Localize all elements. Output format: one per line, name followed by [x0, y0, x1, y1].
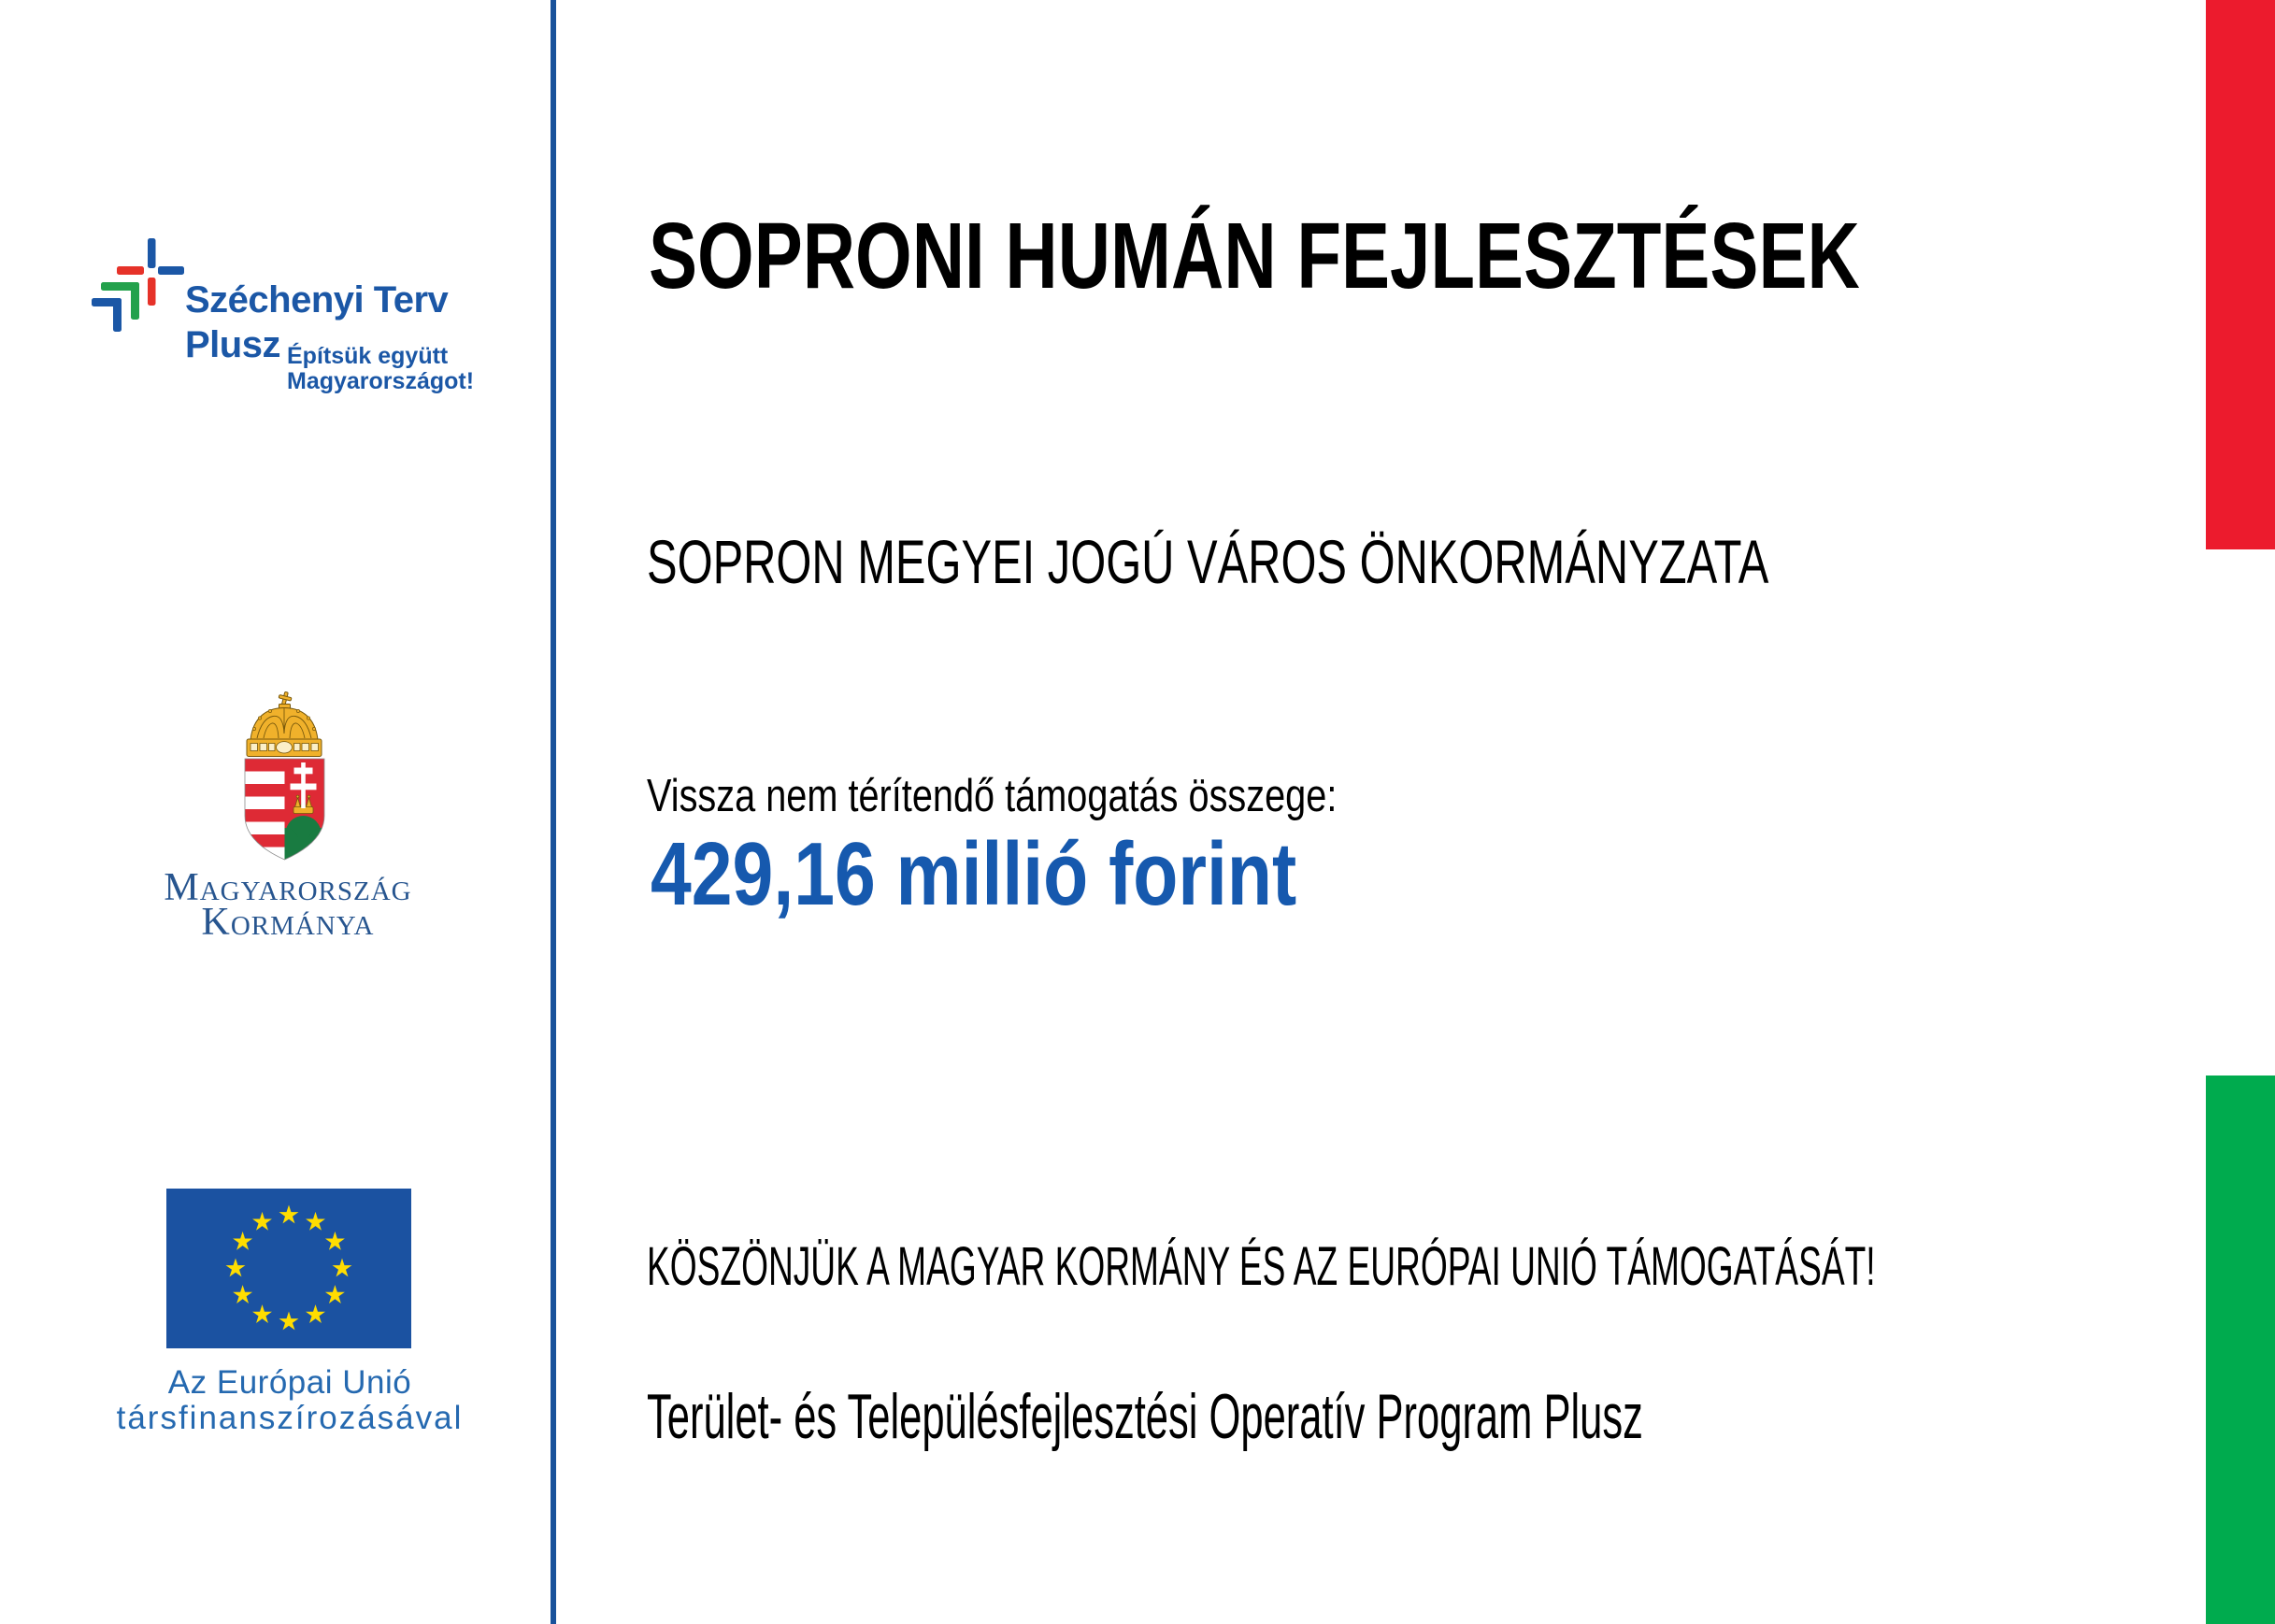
hungary-coat-of-arms-icon	[241, 691, 327, 862]
eu-flag-12-stars-icon	[166, 1189, 411, 1348]
grant-amount-label: Vissza nem térítendő támogatás összege:	[647, 771, 1338, 821]
grant-amount-value: 429,16 millió forint	[651, 824, 1297, 924]
right-edge-green-bar	[2206, 1076, 2275, 1624]
thanks-message: KÖSZÖNJÜK A MAGYAR KORMÁNY ÉS AZ EURÓPAI UNIÓ TÁMOGATÁSÁT!	[647, 1236, 1876, 1297]
right-edge-red-bar	[2206, 0, 2275, 549]
eu-caption-line2: társfinanszírozásával	[116, 1400, 464, 1436]
szechenyi-logo-name-line2: Plusz	[185, 324, 280, 365]
szechenyi-logo-tagline-line1: Építsük együtt	[287, 343, 449, 369]
szechenyi-logo-tagline-line2: Magyarországot!	[287, 368, 475, 394]
program-name: Terület- és Településfejlesztési Operatív Program Plusz	[647, 1381, 1643, 1452]
government-logo-line2: Kormánya	[201, 901, 375, 944]
szechenyi-plusz-cross-bars-icon	[89, 234, 186, 344]
eu-caption-line1: Az Európai Unió	[167, 1364, 412, 1401]
government-logo-line1: Magyarország	[164, 866, 412, 909]
beneficiary-name: SOPRON MEGYEI JOGÚ VÁROS ÖNKORMÁNYZATA	[647, 527, 1769, 596]
szechenyi-logo-name-line1: Széchenyi Terv	[185, 279, 449, 321]
vertical-divider-line	[551, 0, 556, 1624]
project-title: SOPRONI HUMÁN FEJLESZTÉSEK	[649, 204, 1860, 308]
